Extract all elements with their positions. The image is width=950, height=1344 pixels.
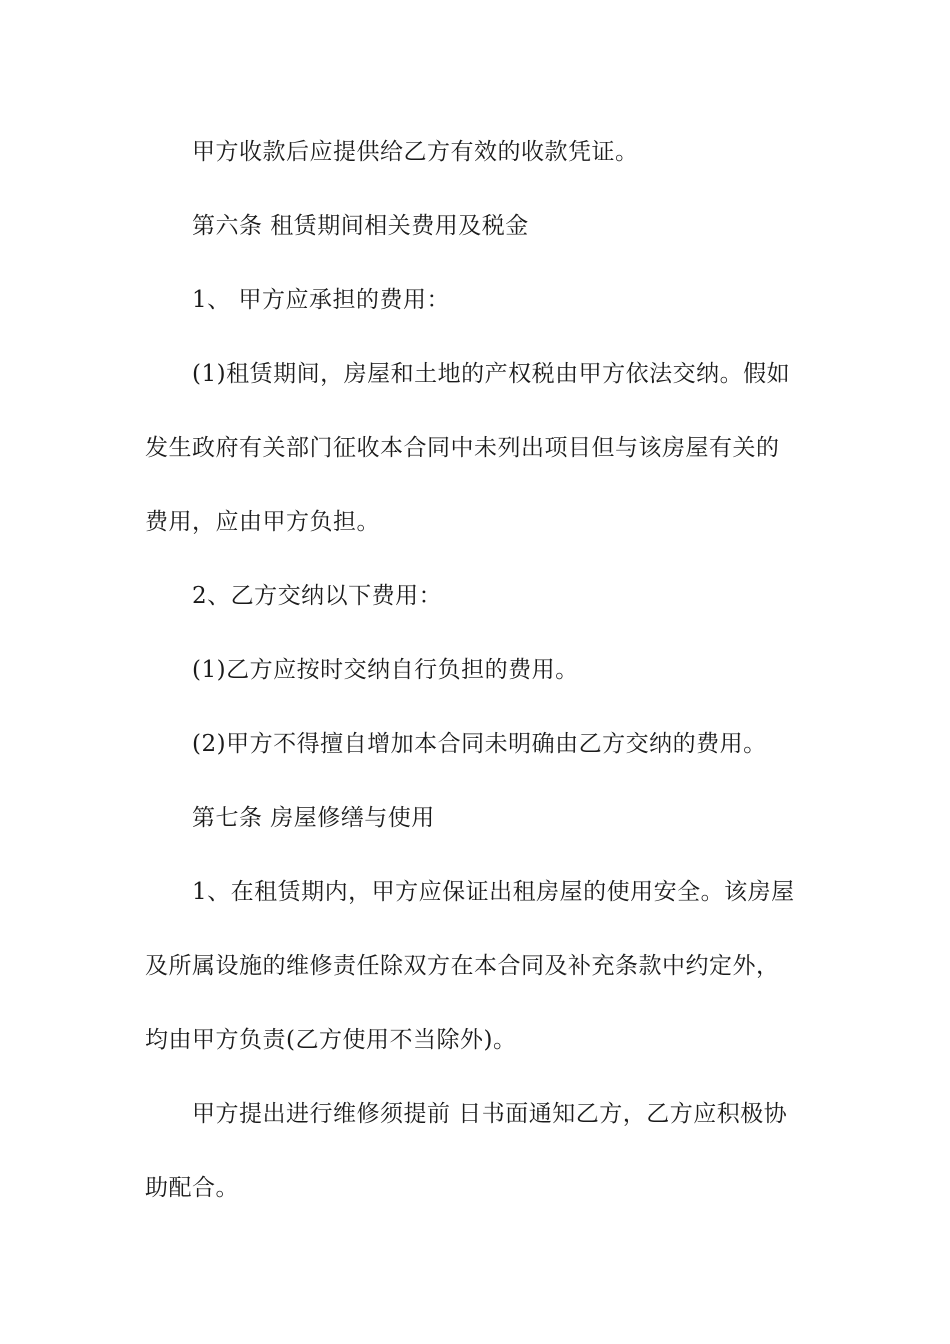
text-line-receipt: 甲方收款后应提供给乙方有效的收款凭证。 <box>192 139 639 165</box>
article-heading-6: 第六条 租赁期间相关费用及税金 <box>192 213 529 239</box>
text-line-continuation: 发生政府有关部门征收本合同中未列出项目但与该房屋有关的 <box>145 435 780 461</box>
text-line-repair-notice: 甲方提出进行维修须提前 日书面通知乙方，乙方应积极协 <box>192 1101 788 1127</box>
text-line-repair-1: 1、在租赁期内，甲方应保证出租房屋的使用安全。该房屋 <box>192 879 795 905</box>
text-line-item-1-party-b: (1)乙方应按时交纳自行负担的费用。 <box>192 657 579 683</box>
text-line-party-a-costs: 1、 甲方应承担的费用： <box>192 287 450 313</box>
text-line-item-2-party-a: (2)甲方不得擅自增加本合同未明确由乙方交纳的费用。 <box>192 731 767 757</box>
text-line-continuation: 助配合。 <box>145 1175 239 1201</box>
article-heading-7: 第七条 房屋修缮与使用 <box>192 805 435 831</box>
text-line-continuation: 均由甲方负责(乙方使用不当除外)。 <box>145 1027 517 1053</box>
document-body <box>145 115 810 1225</box>
text-line-continuation: 费用，应由甲方负担。 <box>145 509 380 535</box>
text-line-item-1-tax: (1)租赁期间，房屋和土地的产权税由甲方依法交纳。假如 <box>192 361 791 387</box>
text-line-party-b-costs: 2、乙方交纳以下费用： <box>192 583 443 609</box>
text-line-continuation: 及所属设施的维修责任除双方在本合同及补充条款中约定外， <box>145 953 780 979</box>
